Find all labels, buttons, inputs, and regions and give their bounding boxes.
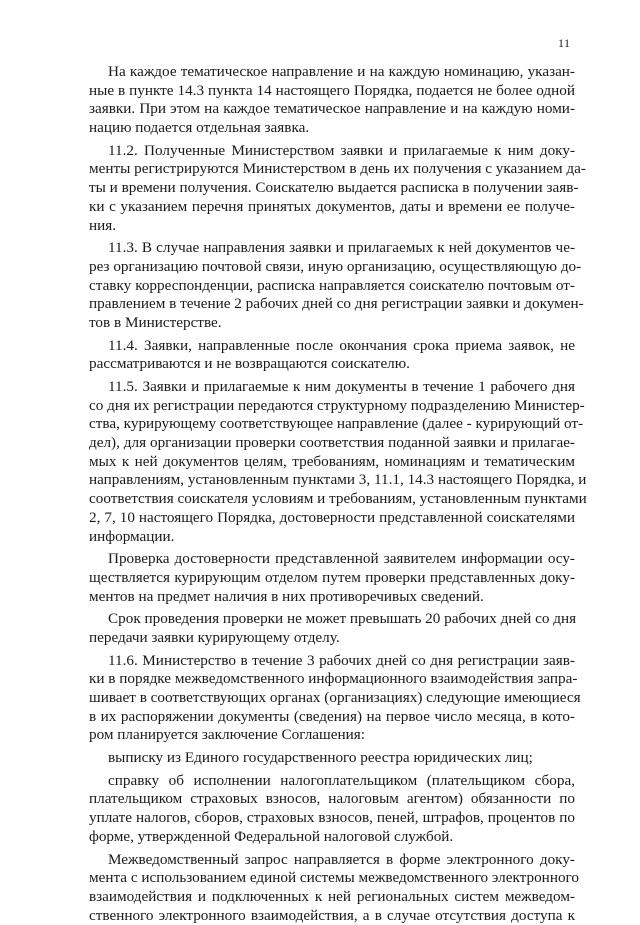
text-line: 11.3. В случае направления заявки и прилагаемых к ней документов че- [89, 239, 575, 258]
paragraph [89, 652, 575, 745]
text-line: рассматриваются и не возвращаются соискателю. [89, 355, 575, 374]
text-line: тов в Министерстве. [89, 314, 575, 333]
paragraph [89, 550, 575, 606]
text-line: уплате налогов, сборов, страховых взносов, пеней, штрафов, процентов по [89, 809, 575, 828]
paragraph [89, 142, 575, 235]
text-line: мента с использованием единой системы межведомственного электронного [89, 869, 575, 888]
paragraph [89, 63, 575, 138]
text-line: направлениям, установленным пунктами 3, 11.1, 14.3 настоящего Порядка, и [89, 471, 575, 490]
text-line: справку об исполнении налогоплательщиком (плательщиком сбора, [89, 772, 575, 791]
text-line: ные в пункте 14.3 пункта 14 настоящего Порядка, подается не более одной [89, 82, 575, 101]
text-line: правлением в течение 2 рабочих дней со дня регистрации заявки и докумен- [89, 295, 575, 314]
text-line: шивает в соответствующих органах (организациях) следующие имеющиеся [89, 689, 575, 708]
text-line: ществляется курирующим отделом путем проверки представленных доку- [89, 569, 575, 588]
text-line: На каждое тематическое направление и на каждую номинацию, указан- [89, 63, 575, 82]
paragraph [89, 772, 575, 847]
text-line: взаимодействия и подключенных к ней региональных систем межведом- [89, 888, 575, 907]
text-line: рез организацию почтовой связи, иную организацию, осуществляющую до- [89, 258, 575, 277]
text-line: Срок проведения проверки не может превышать 20 рабочих дней со дня [89, 610, 575, 629]
paragraph [89, 749, 575, 768]
text-line: соответствия соискателя условиям и требованиям, установленным пунктами [89, 490, 575, 509]
paragraph [89, 239, 575, 332]
text-line: нацию подается отдельная заявка. [89, 119, 575, 138]
text-line: выписку из Единого государственного реестра юридических лиц; [89, 749, 575, 768]
text-line: менты регистрируются Министерством в день их получения с указанием да- [89, 160, 575, 179]
paragraph [89, 851, 575, 925]
text-line: дел), для организации проверки соответствия поданной заявки и прилагае- [89, 434, 575, 453]
text-line: ки в порядке межведомственного информационного взаимодействия запра- [89, 670, 575, 689]
page-number: 11 [558, 36, 571, 51]
text-line: ки с указанием перечня принятых документов, даты и времени ее получе- [89, 198, 575, 217]
text-line: заявки. При этом на каждое тематическое направление и на каждую номи- [89, 100, 575, 119]
text-line: ственного электронного взаимодействия, а в случае отсутствия доступа к [89, 907, 575, 925]
text-line: Проверка достоверности представленной заявителем информации осу- [89, 550, 575, 569]
paragraph [89, 610, 575, 647]
text-line: ставку корреспонденции, расписка направляется соискателю почтовым от- [89, 277, 575, 296]
text-line: передачи заявки курирующему отделу. [89, 629, 575, 648]
text-line: в их распоряжении документы (сведения) на первое число месяца, в кото- [89, 708, 575, 727]
text-line: плательщиком страховых взносов, налоговым агентом) обязанности по [89, 790, 575, 809]
text-line: 11.6. Министерство в течение 3 рабочих дней со дня регистрации заяв- [89, 652, 575, 671]
text-line: ментов на предмет наличия в них противоречивых сведений. [89, 588, 575, 607]
text-line: мых к ней документов целям, требованиям, номинациям и тематическим [89, 453, 575, 472]
paragraph [89, 337, 575, 374]
document-body [89, 63, 575, 925]
text-line: форме, утвержденной Федеральной налоговой службой. [89, 828, 575, 847]
text-line: 11.5. Заявки и прилагаемые к ним документы в течение 1 рабочего дня [89, 378, 575, 397]
text-line: ты и времени получения. Соискателю выдается расписка в получении заяв- [89, 179, 575, 198]
text-line: ром планируется заключение Соглашения: [89, 726, 575, 745]
text-line: ства, курирующему соответствующее направление (далее - курирующий от- [89, 415, 575, 434]
text-line: 11.4. Заявки, направленные после окончания срока приема заявок, не [89, 337, 575, 356]
text-line: 11.2. Полученные Министерством заявки и прилагаемые к ним доку- [89, 142, 575, 161]
text-line: 2, 7, 10 настоящего Порядка, достоверности представленной соискателями [89, 509, 575, 528]
text-line: со дня их регистрации передаются структурному подразделению Министер- [89, 397, 575, 416]
text-line: Межведомственный запрос направляется в форме электронного доку- [89, 851, 575, 870]
paragraph [89, 378, 575, 546]
text-line: информации. [89, 528, 575, 547]
text-line: ния. [89, 217, 575, 236]
